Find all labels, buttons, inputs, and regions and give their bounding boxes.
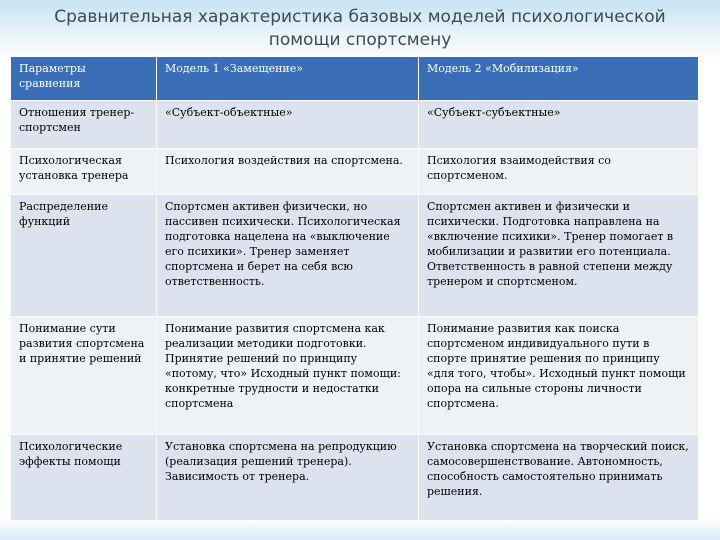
table-row (11, 317, 699, 435)
row-model-1-cell: Психология воздействия на спортсмена. (157, 149, 419, 195)
row-model-1-cell: Понимание развития спортсмена как реализации методики подготовки. Принятие решений по принципу «потому, что» Исходный пункт помощи: конкретные трудности и недостатки спортсмена (157, 317, 419, 435)
row-parameter-cell: Распределение функций (11, 195, 157, 317)
table-row (11, 435, 699, 521)
row-model-2-cell: Психология взаимодействия со спортсменом. (419, 149, 699, 195)
row-model-2-cell: «Субъект-субъектные» (419, 101, 699, 149)
table-row (11, 149, 699, 195)
header-cell-model-1: Модель 1 «Замещение» (157, 57, 419, 101)
row-model-1-cell: Спортсмен активен физически, но пассивен психически. Психологическая подготовка нацелена на «выключение его психики». Тренер заменяет спортсмена и берет на себя всю ответственность. (157, 195, 419, 317)
header-cell-model-2: Модель 2 «Мобилизация» (419, 57, 699, 101)
table-header-row (11, 57, 699, 101)
table-row (11, 195, 699, 317)
row-parameter-cell: Психологические эффекты помощи (11, 435, 157, 521)
comparison-table (10, 56, 699, 521)
table-row (11, 101, 699, 149)
slide-title: Сравнительная характеристика базовых моделей психологической помощи спортсмену (54, 7, 666, 50)
row-model-2-cell: Установка спортсмена на творческий поиск, самосовершенствование. Автономность, способность самостоятельно принимать решения. (419, 435, 699, 521)
row-parameter-cell: Понимание сути развития спортсмена и принятие решений (11, 317, 157, 435)
row-parameter-cell: Отношения тренер-спортсмен (11, 101, 157, 149)
row-model-2-cell: Понимание развития как поиска спортсменом индивидуального пути в спорте принятие решения по принципу «для того, чтобы». Исходный пункт помощи опора на сильные стороны личности спортсмена. (419, 317, 699, 435)
footer-background (0, 518, 720, 540)
row-parameter-cell: Психологическая установка тренера (11, 149, 157, 195)
row-model-2-cell: Спортсмен активен и физически и психически. Подготовка направлена на «включение психики». Тренер помогает в мобилизации и развитии его потенциала. Ответственность в равной степени между тренером и спортсменом. (419, 195, 699, 317)
header-cell-parameters: Параметры сравнения (11, 57, 157, 101)
row-model-1-cell: Установка спортсмена на репродукцию (реализация решений тренера). Зависимость от тренера. (157, 435, 419, 521)
row-model-1-cell: «Субъект-объектные» (157, 101, 419, 149)
